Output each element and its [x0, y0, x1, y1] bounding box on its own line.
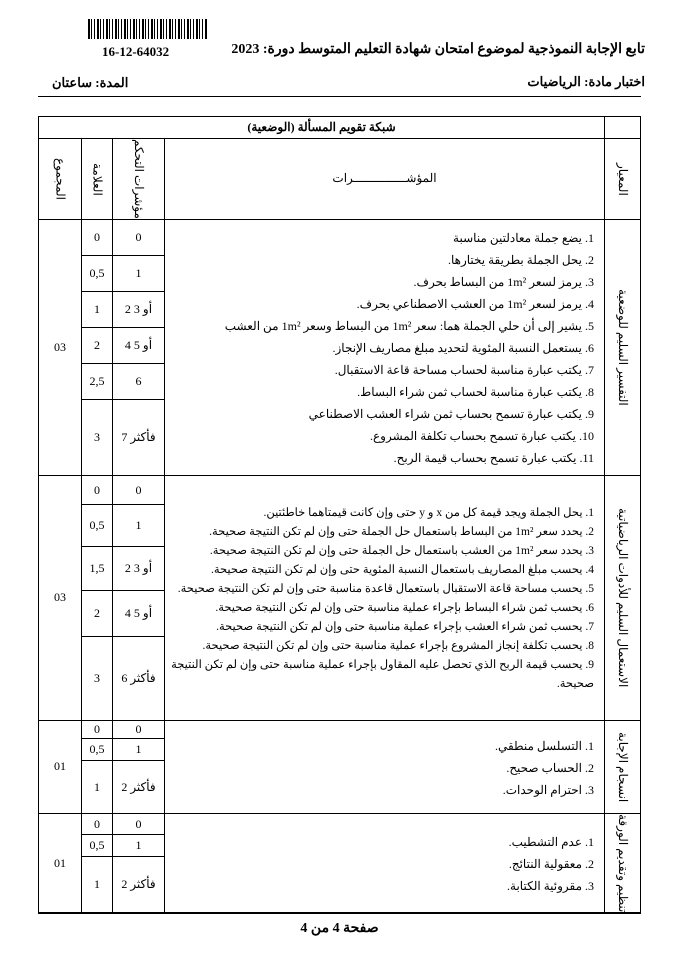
- indicator-item: 9. يكتب عبارة تسمح بحساب ثمن شراء العشب الاصطناعي: [308, 407, 595, 422]
- control-cell: [113, 219, 165, 475]
- mark-value: 0,5: [82, 256, 112, 292]
- control-value: 1: [113, 834, 164, 856]
- indicator-item: 8. يكتب عبارة مناسبة لحساب ثمن شراء البساط.: [357, 385, 595, 400]
- barcode: [88, 19, 208, 39]
- mark-value: 1,5: [82, 546, 112, 590]
- indicator-item: 1. التسلسل منطقي.: [494, 738, 595, 753]
- mark-value: 1: [82, 292, 112, 328]
- control-cell: [113, 475, 165, 720]
- control-value: 4 أو 5: [113, 328, 164, 364]
- indicators-list: [165, 720, 605, 813]
- mark-value: 0,5: [82, 834, 112, 856]
- indicator-item: 1. يحل الجملة ويجد قيمة كل من x و y حتى وإن كانت قيمتاهما خاطئتين.: [263, 506, 595, 519]
- indicator-item: 11. يكتب عبارة تسمح بحساب قيمة الربح.: [393, 451, 595, 466]
- control-value: 2 فأكثر: [121, 779, 156, 794]
- control-list: [113, 721, 164, 813]
- indicator-item: 2. معقولية النتائج.: [508, 857, 595, 872]
- criterion-label: انسجام الإجابة: [605, 720, 641, 813]
- control-value: 2 أو 3: [113, 546, 164, 590]
- section-total: 01: [39, 813, 82, 913]
- footer-divider: [38, 912, 641, 913]
- control-cell: [113, 813, 165, 913]
- header-divider: [38, 96, 641, 97]
- grid-title-corner: [605, 117, 641, 139]
- header-mark: العلامة: [82, 139, 113, 220]
- control-value: 7 فأكثر: [121, 430, 156, 445]
- indicator-item: 1. يضع جملة معادلتين مناسبة: [453, 231, 595, 246]
- mark-value: 0: [82, 814, 112, 834]
- section-row: [39, 475, 641, 720]
- marks-list: [82, 220, 112, 475]
- control-value: 1: [113, 739, 164, 761]
- indicator-item: 3. يحدد سعر 1m² من العشب باستعمال حل الجملة حتى وإن لم تكن النتيجة صحيحة.: [209, 544, 595, 557]
- control-value: 6: [113, 364, 164, 400]
- header-total: المجموع: [39, 139, 82, 220]
- indicators-list: [165, 475, 605, 720]
- indicators-list: [165, 813, 605, 913]
- header-control-indicators: مؤشرات التحكم: [113, 139, 165, 220]
- section-row: [39, 720, 641, 813]
- indicator-item: 1. عدم التشطيب.: [508, 835, 595, 850]
- mark-value: 0,5: [82, 504, 112, 546]
- section-row: [39, 813, 641, 913]
- mark-value: 2: [82, 590, 112, 636]
- marks-list: [82, 814, 112, 912]
- indicator-item: 7. يحسب ثمن شراء العشب بإجراء عملية مناسبة حتى وإن لم تكن النتيجة صحيحة.: [216, 620, 595, 633]
- control-list: [113, 476, 164, 719]
- header-criterion: المعيار: [605, 139, 641, 220]
- control-value: 0: [113, 721, 164, 739]
- criterion-label: الاستعمال السليم للأدوات الرياضياتية: [605, 475, 641, 720]
- header-indicators: المؤشـــــــــــــــرات: [165, 139, 605, 220]
- criterion-label: تنظيم وتقديم الورقة: [605, 813, 641, 913]
- control-value: 0: [113, 220, 164, 256]
- marks-cell: [82, 813, 113, 913]
- control-value: 4 أو 5: [113, 590, 164, 636]
- marks-list: [82, 476, 112, 719]
- criterion-label: التفسير السليم للوضعية: [605, 219, 641, 475]
- indicator-item: 3. مقروئية الكتابة.: [507, 879, 595, 894]
- document-serial: 16-12-64032: [102, 44, 170, 59]
- page-number: صفحة 4 من 4: [300, 921, 379, 936]
- indicator-item: 2. يحل الجملة بطريقة يختارها.: [447, 253, 595, 268]
- indicator-item: 8. يحسب تكلفة إنجاز المشروع بإجراء عملية مناسبة حتى وإن لم تكن النتيجة صحيحة.: [202, 639, 595, 652]
- mark-value: 1: [94, 877, 100, 892]
- mark-value: 0: [82, 220, 112, 256]
- indicator-item: 9. يحسب قيمة الربح الذي تحصل عليه المقاول بإجراء عملية مناسبة حتى وإن لم تكن النتيجة صحيحة.: [171, 658, 595, 690]
- control-value: 2 أو 3: [113, 292, 164, 328]
- mark-value: 0,5: [82, 739, 112, 761]
- indicator-item: 4. يرمز لسعر 1m² من العشب الاصطناعي بحرف.: [356, 297, 595, 312]
- mark-value: 3: [94, 670, 100, 685]
- indicator-item: 6. يستعمل النسبة المئوية لتحديد مبلغ مصاريف الإنجاز.: [332, 341, 595, 356]
- mark-value: 2,5: [82, 364, 112, 400]
- indicator-item: 5. يحسب مساحة قاعة الاستقبال باستعمال قاعدة مناسبة حتى وإن لم تكن النتيجة صحيحة.: [177, 582, 595, 595]
- marks-cell: [82, 219, 113, 475]
- marks-cell: [82, 475, 113, 720]
- control-value: 0: [113, 476, 164, 504]
- control-value: 6 فأكثر: [121, 670, 156, 685]
- control-cell: [113, 720, 165, 813]
- control-list: [113, 814, 164, 912]
- evaluation-grid: [38, 116, 641, 914]
- mark-value: 1: [94, 779, 100, 794]
- marks-cell: [82, 720, 113, 813]
- indicator-item: 10. يكتب عبارة تسمح بحساب تكلفة المشروع.: [370, 429, 595, 444]
- indicator-item: 7. يكتب عبارة مناسبة لحساب مساحة قاعة الاستقبال.: [334, 363, 595, 378]
- indicator-item: 5. يشير إلى أن حلي الجملة هما: سعر 1m² من البساط وسعر 1m² من العشب: [224, 319, 595, 334]
- mark-value: 3: [94, 430, 100, 445]
- duration-label: المدة: ساعتان: [52, 75, 129, 90]
- indicator-item: 2. يحدد سعر 1m² من البساط باستعمال حل الجملة حتى وإن لم تكن النتيجة صحيحة.: [209, 525, 595, 538]
- indicator-item: 4. يحسب مبلغ المصاريف باستعمال النسبة المئوية حتى وإن لم تكن النتيجة صحيحة.: [210, 563, 595, 576]
- indicator-item: 3. احترام الوحدات.: [502, 782, 595, 797]
- indicator-item: 3. يرمز لسعر 1m² من البساط بحرف.: [413, 275, 595, 290]
- section-row: [39, 219, 641, 475]
- indicator-item: 2. الحساب صحيح.: [506, 760, 595, 775]
- indicator-item: 6. يحسب ثمن شراء البساط بإجراء عملية مناسبة حتى وإن لم تكن النتيجة صحيحة.: [215, 601, 595, 614]
- section-total: 03: [39, 475, 82, 720]
- section-total: 03: [39, 219, 82, 475]
- mark-value: 0: [82, 476, 112, 504]
- section-total: 01: [39, 720, 82, 813]
- control-list: [113, 220, 164, 475]
- mark-value: 0: [82, 721, 112, 739]
- control-value: 2 فأكثر: [121, 877, 156, 892]
- subject-label: اختبار مادة: الرياضيات: [527, 74, 645, 89]
- mark-value: 2: [82, 328, 112, 364]
- marks-list: [82, 721, 112, 813]
- control-value: 1: [113, 256, 164, 292]
- page-title: تابع الإجابة النموذجية لموضوع امتحان شهادة التعليم المتوسط دورة: 2023: [231, 42, 645, 57]
- control-value: 1: [113, 504, 164, 546]
- control-value: 0: [113, 814, 164, 834]
- grid-title: شبكة تقويم المسألة (الوضعية): [39, 117, 605, 139]
- indicators-list: [165, 219, 605, 475]
